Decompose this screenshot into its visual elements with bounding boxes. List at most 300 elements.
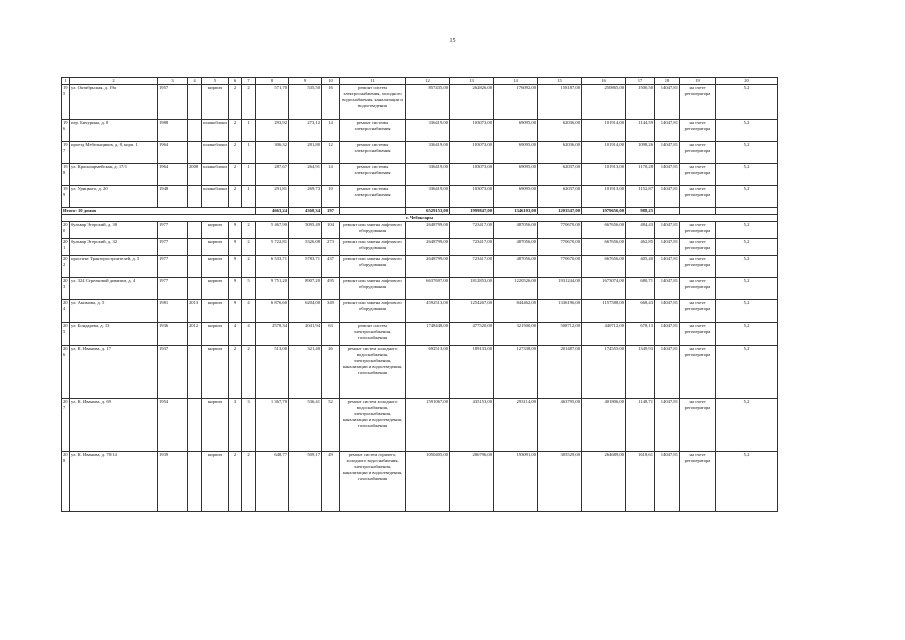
cell-c19: на счете регоператора	[680, 222, 716, 239]
cell-work: ремонт систем горячего, холодного водоснабжения, электроснабжения, канализации и водоотведения, газоснабжения	[340, 452, 406, 512]
cell-s1: 571,70	[256, 85, 289, 120]
cell-y2	[188, 399, 202, 452]
cell-c16: 1157588,00	[582, 300, 626, 323]
cell-c12: 6637697,00	[406, 278, 450, 300]
column-number: 15	[538, 78, 582, 85]
cell-p: 104	[322, 222, 340, 239]
cell-c12: 1050405,00	[406, 452, 450, 512]
cell-e: 4	[242, 300, 256, 323]
cell-s2: 535,50	[289, 85, 322, 120]
cell-c16: 1673074,00	[582, 278, 626, 300]
table-row	[62, 186, 778, 208]
cell-addr: ул. Урицкого, д. 20	[70, 186, 158, 208]
cell-f: 9	[229, 300, 242, 323]
cell-f: 9	[229, 222, 242, 239]
cell-f: 9	[229, 256, 242, 278]
cell-e: 2	[242, 239, 256, 256]
cell-y1: 1939	[158, 452, 188, 512]
cell-c13: 286796,00	[450, 452, 494, 512]
cell-c14: 487056,00	[494, 222, 538, 239]
cell-c14: 321500,00	[494, 323, 538, 346]
cell-c20: 5,2	[716, 239, 778, 256]
cell-num: 199	[62, 186, 70, 208]
cell-f: 2	[229, 120, 242, 142]
cell-s2: 536,41	[289, 399, 322, 452]
cell-num: 195	[62, 85, 70, 120]
cell-s2: 2041,94	[289, 323, 322, 346]
cell-c12: 692513,00	[406, 346, 450, 399]
cell-y1: 1937	[158, 346, 188, 399]
cell-y2: 2013	[188, 300, 202, 323]
cell-y2	[188, 222, 202, 239]
cell-c20: 5,2	[716, 85, 778, 120]
cell-work: ремонт системы электроснабжения	[340, 120, 406, 142]
cell-c15: 62037,00	[538, 186, 582, 208]
column-number-row	[62, 78, 778, 85]
cell-s1: 1 367,70	[256, 399, 289, 452]
cell-c15: 770670,00	[538, 239, 582, 256]
cell-c13: 103073,00	[450, 186, 494, 208]
cell-c16: 101914,00	[582, 142, 626, 164]
cell-c20: 5,2	[716, 300, 778, 323]
cell-c17: 1144,59	[626, 120, 655, 142]
cell-addr: ул. Бондарева, д. 13	[70, 323, 158, 346]
total-c17: 988,25	[626, 208, 655, 215]
total-empty	[340, 208, 406, 215]
cell-c17: 1500,50	[626, 85, 655, 120]
table-row	[62, 222, 778, 239]
total-c13: 1999847,00	[450, 208, 494, 215]
column-number: 4	[188, 78, 202, 85]
cell-c18: 14047,81	[655, 164, 680, 186]
cell-e: 1	[242, 142, 256, 164]
cell-c17: 1170,28	[626, 164, 655, 186]
cell-e: 2	[242, 346, 256, 399]
cell-c19: на счете регоператора	[680, 399, 716, 452]
cell-c20: 5,2	[716, 256, 778, 278]
cell-work: ремонт систем электроснабжения, газоснабжения	[340, 323, 406, 346]
cell-c18: 14047,81	[655, 323, 680, 346]
table-row	[62, 239, 778, 256]
cell-c15: 1931244,00	[538, 278, 582, 300]
cell-c17: 678,13	[626, 323, 655, 346]
column-number: 2	[70, 78, 158, 85]
cell-c17: 1618,61	[626, 452, 655, 512]
cell-c15: 463795,00	[538, 399, 582, 452]
cell-work: ремонт или замена лифтового оборудования	[340, 256, 406, 278]
cell-addr: бульвар Эгерский, д. 32	[70, 239, 158, 256]
total-c16: 1979656,00	[582, 208, 626, 215]
cell-f: 2	[229, 85, 242, 120]
cell-mat: кирпич	[202, 300, 229, 323]
cell-y1: 1936	[158, 323, 188, 346]
cell-p: 437	[322, 256, 340, 278]
cell-p: 495	[322, 278, 340, 300]
cell-p: 10	[322, 186, 340, 208]
cell-c13: 723417,00	[450, 222, 494, 239]
cell-c12: 2648799,00	[406, 222, 450, 239]
total-residents: 197	[322, 208, 340, 215]
cell-y1: 1981	[158, 300, 188, 323]
cell-c14: 293114,00	[494, 399, 538, 452]
total-c14: 1346103,00	[494, 208, 538, 215]
cell-num: 204	[62, 300, 70, 323]
cell-s1: 6 533,71	[256, 256, 289, 278]
cell-s2: 5326,08	[289, 239, 322, 256]
cell-c14: 487056,00	[494, 256, 538, 278]
column-number: 12	[406, 78, 450, 85]
cell-c12: 336419,00	[406, 186, 450, 208]
cell-s2: 509,17	[289, 452, 322, 512]
city-name: г. Чебоксары	[62, 215, 778, 222]
cell-c20: 5,2	[716, 346, 778, 399]
cell-c18: 14047,81	[655, 256, 680, 278]
cell-c12: 4592513,00	[406, 300, 450, 323]
cell-c18: 14047,81	[655, 300, 680, 323]
cell-y1: 1948	[158, 186, 188, 208]
cell-e: 5	[242, 278, 256, 300]
cell-s1: 2578,34	[256, 323, 289, 346]
cell-mat: кирпич	[202, 323, 229, 346]
column-number: 6	[229, 78, 242, 85]
cell-c19: на счете регоператора	[680, 186, 716, 208]
cell-addr: проспект Тракторостроителей, д. 5	[70, 256, 158, 278]
cell-c15: 158187,00	[538, 85, 582, 120]
cell-s1: 287,67	[256, 164, 289, 186]
cell-mat: кирпич	[202, 278, 229, 300]
cell-e: 2	[242, 85, 256, 120]
cell-s2: 321,40	[289, 346, 322, 399]
table-row	[62, 85, 778, 120]
cell-y2	[188, 186, 202, 208]
cell-p: 16	[322, 85, 340, 120]
cell-c16: 101913,00	[582, 164, 626, 186]
column-number: 10	[322, 78, 340, 85]
cell-s2: 5095,49	[289, 222, 322, 239]
cell-addr: бульвар Эгерский, д. 30	[70, 222, 158, 239]
total-area-1: 4663,24	[256, 208, 289, 215]
cell-y2: 2012	[188, 323, 202, 346]
cell-c14: 69095,00	[494, 120, 538, 142]
cell-num: 201	[62, 239, 70, 256]
cell-e: 1	[242, 186, 256, 208]
cell-f: 4	[229, 323, 242, 346]
cell-s2: 5783,71	[289, 256, 322, 278]
cell-c15: 62036,00	[538, 120, 582, 142]
column-number: 18	[655, 78, 680, 85]
cell-mat: шлакоблоки	[202, 142, 229, 164]
cell-f: 2	[229, 186, 242, 208]
cell-c18: 14047,81	[655, 239, 680, 256]
cell-c18: 14047,81	[655, 120, 680, 142]
cell-num: 200	[62, 222, 70, 239]
cell-c15: 305529,00	[538, 452, 582, 512]
cell-c20: 5,2	[716, 142, 778, 164]
cell-c13: 262826,00	[450, 85, 494, 120]
cell-y2	[188, 346, 202, 399]
cell-mat: шлакоблоки	[202, 186, 229, 208]
cell-y2	[188, 239, 202, 256]
cell-c17: 484,43	[626, 222, 655, 239]
cell-c13: 723417,00	[450, 256, 494, 278]
cell-f: 9	[229, 239, 242, 256]
cell-c19: на счете регоператора	[680, 452, 716, 512]
cell-c15: 770670,00	[538, 222, 582, 239]
cell-mat: шлакоблоки	[202, 120, 229, 142]
cell-num: 203	[62, 278, 70, 300]
cell-c16: 250865,00	[582, 85, 626, 120]
cell-s2: 269,73	[289, 186, 322, 208]
cell-c16: 101914,00	[582, 120, 626, 142]
column-number: 3	[158, 78, 188, 85]
cell-c16: 264689,00	[582, 452, 626, 512]
cell-c13: 477520,00	[450, 323, 494, 346]
table-row	[62, 142, 778, 164]
cell-c14: 844462,00	[494, 300, 538, 323]
cell-addr: ул. Октябрьская, д. 19а	[70, 85, 158, 120]
cell-e: 1	[242, 164, 256, 186]
cell-p: 12	[322, 142, 340, 164]
cell-c14: 69095,00	[494, 142, 538, 164]
cell-s1: 513,00	[256, 346, 289, 399]
cell-p: 14	[322, 120, 340, 142]
cell-c20: 5,2	[716, 186, 778, 208]
cell-c18: 14047,81	[655, 186, 680, 208]
cell-y2	[188, 120, 202, 142]
cell-c18: 14047,81	[655, 142, 680, 164]
cell-y1: 1977	[158, 239, 188, 256]
cell-c15: 770670,00	[538, 256, 582, 278]
cell-num: 198	[62, 164, 70, 186]
table-row	[62, 346, 778, 399]
cell-y2: 2008	[188, 164, 202, 186]
cell-mat: шлакоблоки	[202, 164, 229, 186]
cell-e: 2	[242, 452, 256, 512]
cell-c17: 680,71	[626, 278, 655, 300]
cell-num: 202	[62, 256, 70, 278]
capital-repair-table	[61, 77, 778, 512]
cell-num: 208	[62, 452, 70, 512]
cell-c20: 5,2	[716, 399, 778, 452]
table-row	[62, 399, 778, 452]
column-number: 7	[242, 78, 256, 85]
cell-c13: 1812853,00	[450, 278, 494, 300]
total-c12: 6529153,00	[406, 208, 450, 215]
cell-c16: 667656,00	[582, 222, 626, 239]
cell-e: 4	[242, 323, 256, 346]
cell-addr: ул. К. Иванова, д. 69	[70, 399, 158, 452]
cell-c17: 1152,87	[626, 186, 655, 208]
cell-num: 205	[62, 323, 70, 346]
cell-c19: на счете регоператора	[680, 278, 716, 300]
column-number: 17	[626, 78, 655, 85]
cell-p: 26	[322, 346, 340, 399]
cell-y1: 1977	[158, 222, 188, 239]
cell-s2: 8907,20	[289, 278, 322, 300]
cell-c18: 14047,81	[655, 85, 680, 120]
cell-c20: 5,2	[716, 323, 778, 346]
cell-p: 14	[322, 164, 340, 186]
cell-c13: 103073,00	[450, 142, 494, 164]
cell-c13: 723417,00	[450, 239, 494, 256]
cell-y2	[188, 256, 202, 278]
cell-e: 2	[242, 256, 256, 278]
cell-mat: кирпич	[202, 346, 229, 399]
cell-c16: 440712,00	[582, 323, 626, 346]
cell-c20: 5,2	[716, 452, 778, 512]
cell-c16: 101913,00	[582, 186, 626, 208]
cell-c14: 1220526,00	[494, 278, 538, 300]
cell-e: 3	[242, 399, 256, 452]
cell-work: ремонт системы электроснабжения	[340, 142, 406, 164]
cell-c13: 1254267,00	[450, 300, 494, 323]
cell-c12: 336419,00	[406, 120, 450, 142]
cell-c12: 857435,00	[406, 85, 450, 120]
cell-c20: 5,2	[716, 164, 778, 186]
cell-c17: 462,85	[626, 239, 655, 256]
cell-mat: кирпич	[202, 239, 229, 256]
cell-c13: 103073,00	[450, 120, 494, 142]
cell-c19: на счете регоператора	[680, 239, 716, 256]
cell-y2	[188, 452, 202, 512]
cell-work: ремонт или замена лифтового оборудования	[340, 300, 406, 323]
cell-c13: 103073,00	[450, 164, 494, 186]
cell-c19: на счете регоператора	[680, 164, 716, 186]
cell-e: 2	[242, 222, 256, 239]
cell-c19: на счете регоператора	[680, 85, 716, 120]
cell-c20: 5,2	[716, 222, 778, 239]
cell-num: 197	[62, 142, 70, 164]
cell-work: ремонт систем холодного водоснабжения, электроснабжения, канализации и водоотведения, газоснабжения	[340, 399, 406, 452]
cell-c17: 1349,93	[626, 346, 655, 399]
cell-f: 2	[229, 346, 242, 399]
cell-work: ремонт систем электроснабжения, холодного водоснабжения, канализации и водоотведения	[340, 85, 406, 120]
cell-s1: 291,81	[256, 186, 289, 208]
cell-s2: 281,80	[289, 142, 322, 164]
cell-s1: 5 722,81	[256, 239, 289, 256]
total-empty	[716, 208, 778, 215]
cell-c19: на счете регоператора	[680, 120, 716, 142]
cell-c12: 2648799,00	[406, 239, 450, 256]
cell-p: 273	[322, 239, 340, 256]
cell-addr: ул. 324 Стрелковой дивизии, д. 4	[70, 278, 158, 300]
cell-c14: 193091,00	[494, 452, 538, 512]
cell-c20: 5,2	[716, 120, 778, 142]
cell-s1: 306,32	[256, 142, 289, 164]
column-number: 5	[202, 78, 229, 85]
cell-c14: 69095,00	[494, 164, 538, 186]
cell-f: 3	[229, 399, 242, 452]
cell-p: 52	[322, 399, 340, 452]
cell-c16: 667656,00	[582, 256, 626, 278]
cell-c19: на счете регоператора	[680, 346, 716, 399]
cell-c12: 336419,00	[406, 142, 450, 164]
total-empty	[655, 208, 680, 215]
cell-c14: 176092,00	[494, 85, 538, 120]
cell-c13: 435153,00	[450, 399, 494, 452]
cell-y1: 1954	[158, 399, 188, 452]
cell-y1: 1977	[158, 278, 188, 300]
cell-c17: 405,40	[626, 256, 655, 278]
column-number: 9	[289, 78, 322, 85]
cell-f: 2	[229, 142, 242, 164]
cell-work: ремонт или замена лифтового оборудования	[340, 239, 406, 256]
cell-addr: проезд Мебельщиков, д. 8, корп. 1	[70, 142, 158, 164]
cell-c18: 14047,81	[655, 222, 680, 239]
cell-c13: 189133,00	[450, 346, 494, 399]
cell-s2: 6204,00	[289, 300, 322, 323]
cell-num: 207	[62, 399, 70, 452]
table-row	[62, 323, 778, 346]
column-number: 11	[340, 78, 406, 85]
column-number: 1	[62, 78, 70, 85]
total-empty	[680, 208, 716, 215]
column-number: 14	[494, 78, 538, 85]
cell-addr: пер. Бичурина, д. 8	[70, 120, 158, 142]
cell-y2	[188, 142, 202, 164]
cell-y1: 1964	[158, 164, 188, 186]
column-number: 19	[680, 78, 716, 85]
cell-s2: 273,12	[289, 120, 322, 142]
cell-y2	[188, 278, 202, 300]
cell-c16: 667656,00	[582, 239, 626, 256]
cell-c19: на счете регоператора	[680, 256, 716, 278]
total-row	[62, 208, 778, 215]
cell-c20: 5,2	[716, 278, 778, 300]
cell-y1: 1977	[158, 256, 188, 278]
cell-work: ремонт систем холодного водоснабжения, электроснабжения, канализации и водоотведения, газоснабжения	[340, 346, 406, 399]
total-area-2: 4368,34	[289, 208, 322, 215]
cell-s1: 6 876,60	[256, 300, 289, 323]
cell-work: ремонт или замена лифтового оборудования	[340, 278, 406, 300]
cell-c19: на счете регоператора	[680, 323, 716, 346]
cell-c12: 336419,00	[406, 164, 450, 186]
cell-y2	[188, 85, 202, 120]
cell-p: 63	[322, 323, 340, 346]
cell-f: 2	[229, 164, 242, 186]
cell-c16: 401806,00	[582, 399, 626, 452]
table-row	[62, 278, 778, 300]
cell-addr: ул. К. Иванова, д. 17	[70, 346, 158, 399]
cell-c18: 14047,81	[655, 399, 680, 452]
cell-num: 196	[62, 120, 70, 142]
cell-c14: 69095,00	[494, 186, 538, 208]
cell-c14: 127338,00	[494, 346, 538, 399]
cell-c15: 62037,00	[538, 164, 582, 186]
city-row	[62, 215, 778, 222]
table-row	[62, 256, 778, 278]
cell-mat: кирпич	[202, 85, 229, 120]
cell-c12: 1748448,00	[406, 323, 450, 346]
cell-s2: 264,91	[289, 164, 322, 186]
cell-y1: 1988	[158, 120, 188, 142]
cell-f: 2	[229, 452, 242, 512]
cell-c19: на счете регоператора	[680, 300, 716, 323]
cell-c12: 2648799,00	[406, 256, 450, 278]
cell-c15: 201487,00	[538, 346, 582, 399]
cell-f: 9	[229, 278, 242, 300]
page-number: 15	[449, 38, 456, 44]
cell-addr: ул. Красноармейская, д. 17/1	[70, 164, 158, 186]
cell-addr: ул. К. Иванова, д. 78/14	[70, 452, 158, 512]
table-row	[62, 164, 778, 186]
table-row	[62, 120, 778, 142]
cell-c18: 14047,81	[655, 278, 680, 300]
cell-p: 49	[322, 452, 340, 512]
column-number: 16	[582, 78, 626, 85]
cell-mat: кирпич	[202, 452, 229, 512]
cell-work: ремонт или замена лифтового оборудования	[340, 222, 406, 239]
